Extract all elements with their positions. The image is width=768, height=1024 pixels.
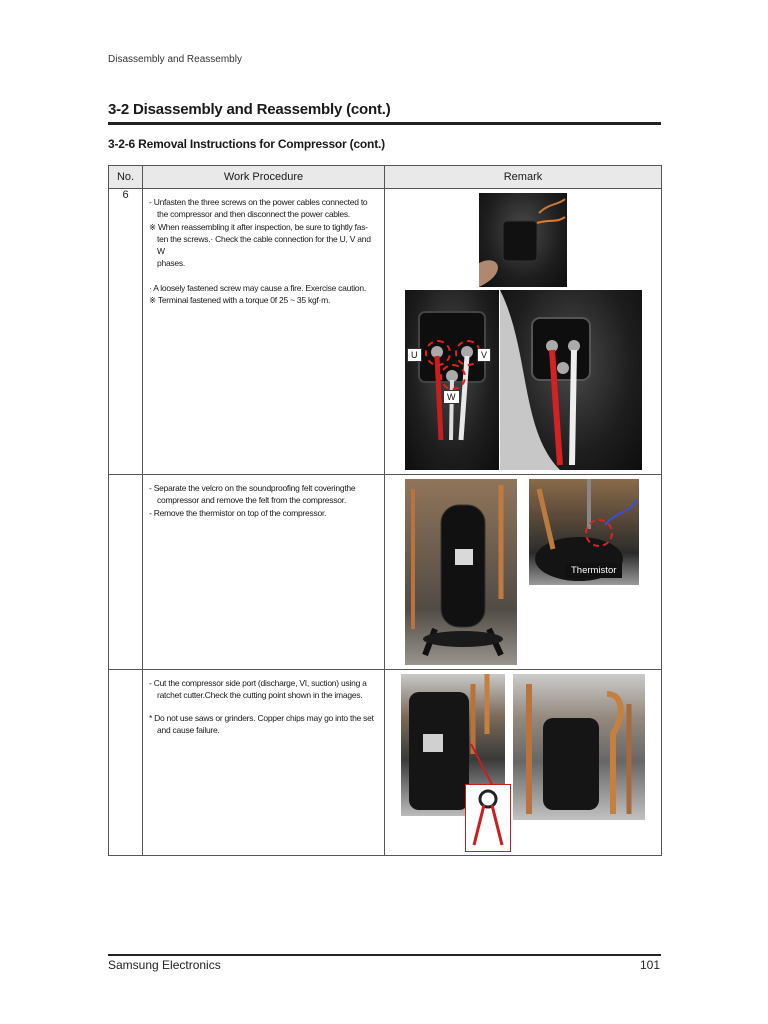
row-number: 6: [109, 189, 143, 475]
header-work-procedure: Work Procedure: [143, 166, 385, 189]
sub-title: 3-2-6 Removal Instructions for Compressor (cont.): [108, 137, 385, 151]
footer-rule: [108, 954, 661, 956]
running-header: Disassembly and Reassembly: [108, 54, 242, 65]
table-row: [109, 189, 662, 475]
terminal-closeup-photo: [405, 290, 499, 470]
ratchet-cutter-icon: [465, 784, 511, 852]
remark-cell: [385, 475, 662, 670]
section-title: 3-2 Disassembly and Reassembly (cont.): [108, 101, 391, 118]
step1-line7: · A loosely fastened screw may cause a fire. Exercise caution.: [149, 282, 366, 293]
table-row: [109, 475, 662, 670]
step1-line8: ※ Terminal fastened with a torque 0f 25 ~ 35 kgf·m.: [149, 295, 331, 306]
procedure-table: [108, 165, 662, 856]
footer-company: Samsung Electronics: [108, 958, 221, 972]
step1-line5: phases.: [157, 258, 186, 269]
thermistor-label: Thermistor: [565, 563, 622, 578]
step1-line4: ten the screws.· Check the cable connection for the U, V and W: [157, 233, 371, 257]
step3-line2: ratchet cutter.Check the cutting point shown in the images.: [157, 690, 363, 701]
thermistor-photo: [529, 479, 639, 585]
step3-line5: and cause failure.: [157, 724, 220, 735]
page-number: 101: [639, 958, 660, 972]
step2-line1: - Separate the velcro on the soundproofing felt coveringthe: [149, 483, 356, 493]
header-no: No.: [109, 166, 143, 189]
step3-line4: * Do not use saws or grinders. Copper chips may go into the set: [149, 712, 374, 723]
label-u: U: [407, 348, 422, 362]
power-cable-photo: [479, 193, 567, 287]
step3-line1: - Cut the compressor side port (discharge, VI, suction) using a: [149, 678, 367, 688]
step1-line1: - Unfasten the three screws on the power cables connected to: [149, 197, 368, 207]
terminal-u-highlight: [425, 340, 451, 366]
step1-line3: ※ When reassembling it after inspection, be sure to tightly fas-: [149, 221, 368, 232]
remark-cell: [385, 670, 662, 856]
compressor-terminal-photo: [500, 290, 642, 470]
work-procedure-cell: [143, 670, 385, 856]
table-row: [109, 670, 662, 856]
terminal-w-highlight: [440, 364, 466, 390]
cutting-point-photo: [513, 674, 645, 820]
step2-line3: - Remove the thermistor on top of the compressor.: [149, 507, 327, 518]
step1-line2: the compressor and then disconnect the power cables.: [157, 209, 351, 220]
work-procedure-cell: [143, 475, 385, 670]
thermistor-highlight: [585, 519, 613, 547]
compressor-felt-photo: [405, 479, 517, 665]
label-v: V: [477, 348, 491, 362]
remark-cell: [385, 189, 662, 475]
work-procedure-cell: [143, 189, 385, 475]
section-rule: [108, 122, 661, 125]
header-remark: Remark: [385, 166, 662, 189]
step2-line2: compressor and remove the felt from the compressor.: [157, 495, 346, 506]
label-w: W: [443, 390, 460, 404]
